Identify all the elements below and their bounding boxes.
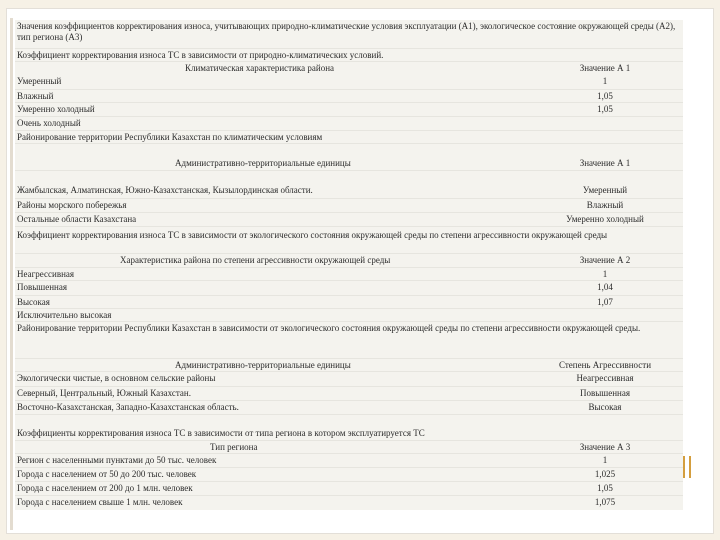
climate-header-left: Климатическая характеристика района (185, 63, 335, 73)
eco-row-name: Высокая (17, 297, 50, 307)
region-row-name: Города с населением свыше 1 млн. человек (17, 497, 183, 507)
region-table-header (15, 440, 683, 453)
eco-zoning-row (15, 371, 683, 386)
region-row-value: 1 (602, 455, 608, 465)
slide-content (15, 20, 683, 510)
region-row-name: Города с населением от 200 до 1 млн. человек (17, 483, 193, 493)
region-table-row (15, 467, 683, 481)
region-title: Коэффициенты корректирования износа ТС в зависимости от типа региона в котором эксплуатируется ТС (17, 428, 425, 438)
region-row-name: Регион с населенными пунктами до 50 тыс. человек (17, 455, 217, 465)
region-row-value: 1,025 (594, 469, 616, 479)
climate-zoning-row-value: Влажный (586, 200, 624, 210)
slide-accent-bar (10, 18, 13, 530)
region-header-right: Значение А 3 (579, 442, 631, 452)
climate-row-value: 1 (602, 76, 608, 86)
intro-title: Значения коэффициентов корректирования износа, учитывающих природно-климатические условия эксплуатации (А1), экологическое состояние окружающей среды (А2), тип региона (А3) (17, 21, 676, 43)
climate-row-name: Очень холодный (17, 118, 81, 128)
eco-zoning-row-value: Неагрессивная (576, 373, 634, 383)
eco-zoning-row (15, 400, 683, 414)
eco-zoning-header-right: Степень Агрессивности (558, 360, 652, 370)
climate-zoning-header-left: Административно-территориальные единицы (175, 158, 351, 168)
eco-zoning-row (15, 386, 683, 400)
eco-zoning-row-value: Повышенная (580, 388, 630, 398)
climate-table-row (15, 102, 683, 116)
climate-table-row (15, 89, 683, 102)
eco-zoning-row-value: Высокая (588, 402, 622, 412)
climate-header-right: Значение А 1 (579, 63, 631, 73)
climate-row-name: Влажный (17, 91, 54, 101)
eco-zoning-title-row (15, 321, 683, 358)
climate-row-name: Умеренно холодный (17, 104, 95, 114)
eco-title: Коэффициент корректирования износа ТС в зависимости от экологического состояния окружающей среды по степени агрессивности окружающей среды (17, 230, 608, 240)
slide-ornament (683, 456, 691, 478)
eco-row-value: 1,04 (597, 282, 613, 292)
climate-zoning-row (15, 212, 683, 226)
climate-table-header (15, 61, 683, 89)
region-table-row (15, 495, 683, 509)
climate-zoning-header (15, 143, 683, 170)
region-header-left: Тип региона (210, 442, 258, 452)
eco-zoning-header-left: Административно-территориальные единицы (175, 360, 351, 370)
climate-row-name: Умеренный (17, 76, 62, 86)
eco-row-name: Исключительно высокая (17, 310, 112, 320)
climate-zoning-row-value: Умеренный (582, 185, 628, 195)
eco-zoning-row-name: Экологически чистые, в основном сельские районы (17, 373, 216, 383)
region-table-row (15, 481, 683, 495)
eco-title-row (15, 226, 683, 253)
eco-header-left: Характеристика района по степени агрессивности окружающей среды (120, 255, 391, 265)
eco-zoning-title: Районирование территории Республики Казахстан в зависимости от экологического состояния окружающей среды по степени агрессивности окружающей среды. (17, 323, 641, 333)
eco-row-value: 1 (602, 269, 608, 279)
intro-row (15, 48, 683, 61)
eco-zoning-row-name: Северный, Центральный, Южный Казахстан. (17, 388, 191, 398)
climate-zoning-row-name: Жамбылская, Алматинская, Южно-Казахстанская, Кызылординская области. (17, 185, 313, 195)
region-row-value: 1,075 (594, 497, 616, 507)
eco-row-name: Повышенная (17, 282, 67, 292)
intro-row (15, 20, 683, 48)
climate-zoning-row (15, 170, 683, 198)
climate-row-value: 1,05 (597, 91, 613, 101)
region-row-value: 1,05 (597, 483, 613, 493)
eco-row-name: Неагрессивная (17, 269, 75, 279)
climate-zoning-row-name: Районы морского побережья (17, 200, 127, 210)
climate-zoning-row-value: Умеренно холодный (566, 214, 644, 224)
eco-table-row (15, 295, 683, 308)
region-title-row (15, 414, 683, 440)
eco-zoning-row-name: Восточно-Казахстанская, Западно-Казахстанская область. (17, 402, 239, 412)
eco-table-row (15, 280, 683, 295)
region-row-name: Города с населением от 50 до 200 тыс. человек (17, 469, 197, 479)
climate-zoning-title-row (15, 130, 683, 143)
region-table-row (15, 453, 683, 467)
eco-table-header (15, 253, 683, 267)
climate-zoning-row (15, 198, 683, 212)
eco-header-right: Значение А 2 (579, 255, 631, 265)
climate-zoning-title: Районирование территории Республики Казахстан по климатическим условиям (17, 132, 323, 142)
climate-zoning-row-name: Остальные области Казахстана (17, 214, 137, 224)
climate-table-row (15, 116, 683, 130)
eco-zoning-header (15, 358, 683, 371)
climate-zoning-header-right: Значение А 1 (579, 158, 631, 168)
climate-coef-caption: Коэффициент корректирования износа ТС в зависимости от природно-климатических условий. (17, 50, 384, 60)
eco-table-row (15, 267, 683, 280)
climate-row-value: 1,05 (597, 104, 613, 114)
eco-table-row (15, 308, 683, 321)
eco-row-value: 1,07 (597, 297, 613, 307)
